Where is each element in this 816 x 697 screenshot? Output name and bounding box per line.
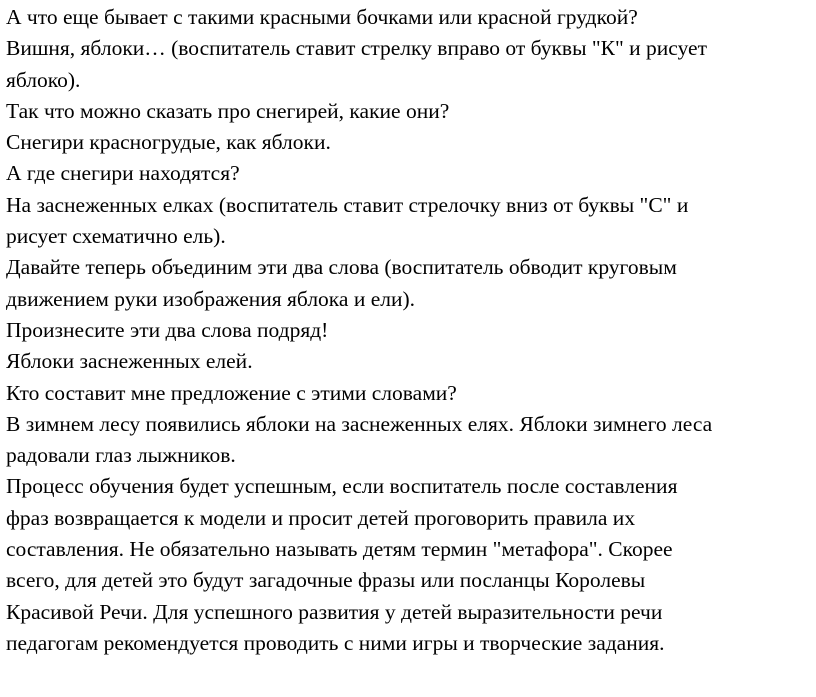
- text-line-13: Кто составит мне предложение с этими словами?: [6, 380, 457, 405]
- text-line-18: составления. Не обязательно называть детям термин "метафора". Скорее: [6, 537, 673, 562]
- text-line-1: А что еще бывает с такими красными бочками или красной грудкой?: [6, 5, 638, 29]
- text-line-17: фраз возвращается к модели и просит детей проговорить правила их: [6, 505, 636, 530]
- text-line-11: Произнесите эти два слова подряд!: [6, 317, 329, 342]
- text-line-7: На заснеженных елках (воспитатель ставит стрелочку вниз от буквы "С" и: [6, 192, 689, 217]
- text-line-15: радовали глаз лыжников.: [6, 443, 236, 468]
- text-line-14: В зимнем лесу появились яблоки на заснеженных елях. Яблоки зимнего леса: [6, 411, 713, 436]
- text-line-2: Вишня, яблоки… (воспитатель ставит стрелку вправо от буквы "К" и рисует: [6, 36, 707, 61]
- text-line-19: всего, для детей это будут загадочные фразы или посланцы Королевы: [6, 568, 646, 593]
- text-line-8: рисует схематично ель).: [6, 224, 226, 249]
- text-line-16: Процесс обучения будет успешным, если воспитатель после составления: [6, 474, 678, 499]
- text-line-20: Красивой Речи. Для успешного развития у детей выразительности речи: [6, 599, 663, 624]
- text-line-21: педагогам рекомендуется проводить с ними игры и творческие задания.: [6, 630, 665, 655]
- text-line-10: движением руки изображения яблока и ели).: [6, 286, 416, 311]
- text-line-9: Давайте теперь объединим эти два слова (воспитатель обводит круговым: [6, 255, 677, 280]
- text-line-5: Снегири красногрудые, как яблоки.: [6, 130, 331, 155]
- text-line-6: А где снегири находятся?: [6, 161, 240, 186]
- text-line-4: Так что можно сказать про снегирей, какие они?: [6, 98, 450, 123]
- text-line-12: Яблоки заснеженных елей.: [6, 349, 253, 374]
- text-line-3: яблоко).: [6, 67, 81, 92]
